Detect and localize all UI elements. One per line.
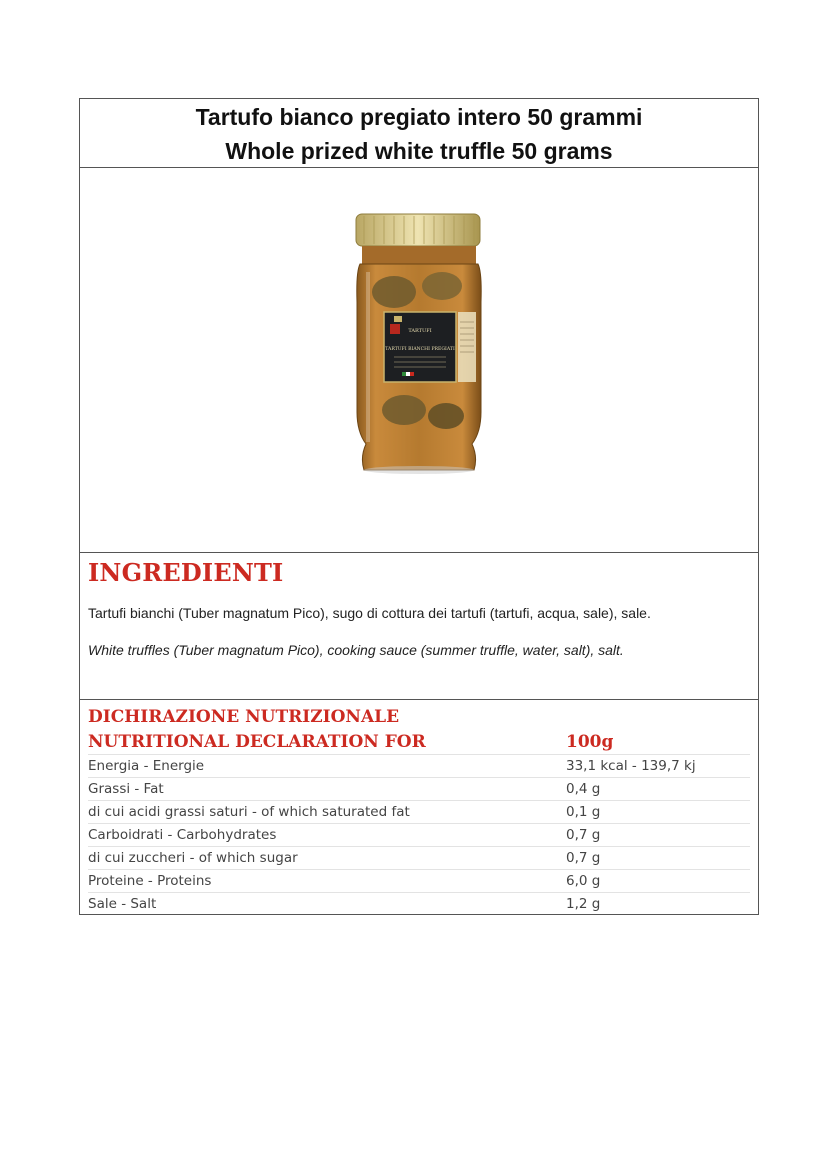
ingredients-english: White truffles (Tuber magnatum Pico), cooking sauce (summer truffle, water, salt), salt. [88, 642, 624, 658]
nutrition-row-value: 0,4 g [566, 781, 601, 797]
nutrition-row [88, 893, 750, 915]
ingredients-box [80, 553, 758, 700]
nutrition-row-value: 33,1 kcal - 139,7 kj [566, 758, 696, 774]
title-english: Whole prized white truffle 50 grams [225, 138, 613, 164]
nutrition-row-label: Carboidrati - Carbohydrates [88, 827, 277, 843]
nutrition-heading-it: DICHIRAZIONE NUTRIZIONALE [88, 707, 400, 727]
nutrition-row-label: di cui zuccheri - of which sugar [88, 850, 298, 866]
nutrition-row [88, 870, 750, 893]
nutrition-row-label: Grassi - Fat [88, 781, 164, 797]
nutrition-row [88, 778, 750, 801]
nutrition-row [88, 755, 750, 778]
ingredients-italian: Tartufi bianchi (Tuber magnatum Pico), sugo di cottura dei tartufi (tartufi, acqua, sale), sale. [88, 605, 651, 621]
nutrition-table [88, 755, 750, 915]
nutrition-heading-en: NUTRITIONAL DECLARATION FOR [88, 732, 426, 752]
nutrition-row-value: 0,1 g [566, 804, 601, 820]
nutrition-row-label: Proteine - Proteins [88, 873, 212, 889]
jar-label-text: TARTUFI BIANCHI PREGIATI [385, 347, 455, 352]
truffle-jar-image [354, 212, 484, 477]
nutrition-row [88, 801, 750, 824]
nutrition-row-value: 1,2 g [566, 896, 601, 912]
nutrition-row-value: 0,7 g [566, 827, 601, 843]
nutrition-row [88, 847, 750, 870]
nutrition-row-value: 6,0 g [566, 873, 601, 889]
nutrition-row-label: Sale - Salt [88, 896, 157, 912]
nutrition-box [80, 700, 758, 914]
ingredients-heading: INGREDIENTI [88, 558, 284, 587]
nutrition-row-value: 0,7 g [566, 850, 601, 866]
nutrition-row [88, 824, 750, 847]
jar-brand-text: TARTUFI [408, 328, 432, 334]
title-italian: Tartufo bianco pregiato intero 50 grammi [195, 104, 643, 130]
nutrition-row-label: di cui acidi grassi saturi - of which saturated fat [88, 804, 410, 820]
title-box [80, 99, 758, 168]
jar-lid [356, 214, 480, 246]
product-sheet [79, 98, 759, 915]
nutrition-row-label: Energia - Energie [88, 758, 205, 774]
product-image-box [80, 168, 758, 553]
nutrition-per-label: 100g [566, 732, 614, 752]
